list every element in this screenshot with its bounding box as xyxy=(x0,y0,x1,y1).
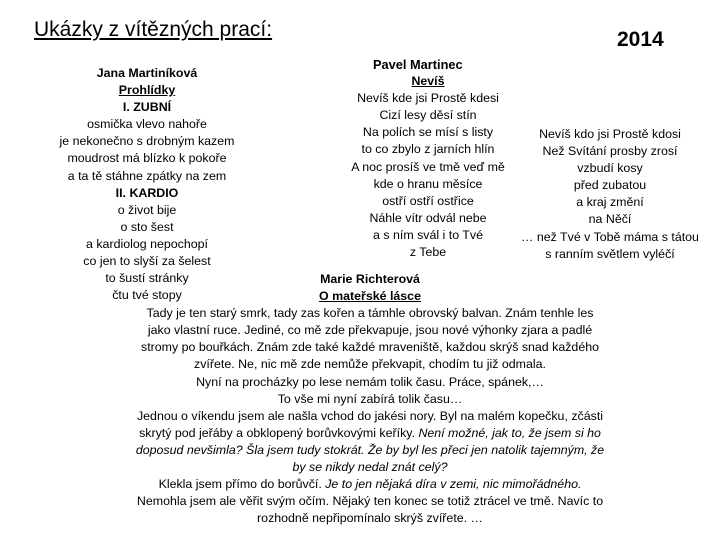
prose-line: by se nikdy nedal znát celý? xyxy=(292,460,448,475)
prose-line: doposud nevšimla? Šla jsem tudy stokrát. Že by byl les přeci jen natolik tajemným, že xyxy=(135,442,605,457)
poem-line: s ranním světlem vyléčí xyxy=(545,246,675,261)
poem-line: … než Tvé v Tobě máma s tátou xyxy=(521,229,699,244)
poem-title: Prohlídky xyxy=(118,83,176,98)
prose-line: zvířete. Ne, nic mě zde nemůže překvapit, chodím tu již odmala. xyxy=(194,357,546,372)
poem-line: kde o hranu měsíce xyxy=(373,176,483,191)
prose-line: Klekla jsem přímo do borůvčí. Je to jen nějaká díra v zemi, nic mimořádného. xyxy=(158,477,582,492)
poem-line: čtu tvé stopy xyxy=(112,288,182,303)
year-label: 2014 xyxy=(617,28,664,51)
poem-part-heading: I. ZUBNÍ xyxy=(122,100,172,115)
poem-line: osmička vlevo nahoře xyxy=(87,117,207,132)
poem-part-heading: II. KARDIO xyxy=(115,185,179,200)
poem-author: Jana Martiníková xyxy=(96,66,198,80)
poem-line: moudrost má blízko k pokoře xyxy=(67,151,227,166)
poem-author: Pavel Martinec xyxy=(373,57,463,72)
poem-line: o sto šest xyxy=(120,219,174,234)
prose-title: O mateřské lásce xyxy=(319,289,421,304)
prose-line: Tady je ten starý smrk, tady zas kořen a támhle obrovský balvan. Znám tenhle les xyxy=(146,306,594,321)
poem-line: je nekonečno s drobným kazem xyxy=(59,134,235,149)
poem-line: Na polích se mísí s listy xyxy=(362,125,494,140)
poem-line: a s ním svál i to Tvé xyxy=(373,227,483,242)
prose-line: jako vlastní ruce. Jediné, co mě zde překvapuje, jsou nové výhonky zjara a padlé xyxy=(147,323,593,338)
prose-section xyxy=(60,271,680,527)
prose-line: stromy po bouřkách. Znám zde také každé mraveniště, každou skrýš snad každého xyxy=(141,340,599,355)
poem-line: co jen to slyší za šelest xyxy=(83,254,211,269)
poem-title: Nevíš xyxy=(411,74,445,89)
left-poem xyxy=(18,65,276,304)
poem-line: a ta tě stáhne zpátky na zem xyxy=(67,168,227,183)
poem-line: a kraj změní xyxy=(576,195,644,210)
poem-line: o život bije xyxy=(117,202,177,217)
poem-line: to šustí stránky xyxy=(105,271,189,286)
poem-line: A noc prosíš ve tmě veď mě xyxy=(351,159,505,174)
poem-line: z Tebe xyxy=(409,245,447,260)
right-poem xyxy=(500,126,720,263)
poem-line: Cizí lesy děsí stín xyxy=(379,108,477,123)
prose-line: rozhodně nepřipomínalo skrýš zvířete. … xyxy=(257,511,483,526)
poem-line: a kardiolog nepochopí xyxy=(86,236,208,251)
poem-line: před zubatou xyxy=(573,178,647,193)
poem-line: to co zbylo z jarních hlín xyxy=(361,142,495,157)
poem-line: vzbudí kosy xyxy=(577,161,643,176)
prose-line: Nemohla jsem ale věřit svým očím. Nějaký ten konec se totiž ztrácel ve tmě. Navíc to xyxy=(136,494,604,509)
poem-line: ostří ostří ostřice xyxy=(382,193,474,208)
poem-line: Než Svítání prosby zrosí xyxy=(542,144,678,159)
poem-line: Nevíš kdo jsi Prostě kdosi xyxy=(539,127,681,141)
prose-line: Nyní na procházky po lese nemám tolik času. Práce, spánek,… xyxy=(196,374,544,389)
poem-line: na Něčí xyxy=(588,212,632,227)
prose-line: To vše mi nyní zabírá tolik času… xyxy=(277,391,463,406)
slide-title: Ukázky z vítězných prací: xyxy=(34,18,273,41)
prose-author: Marie Richterová xyxy=(320,272,420,286)
prose-line: Jednou o víkendu jsem ale našla vchod do jakési nory. Byl na malém kopečku, zčásti xyxy=(136,408,604,423)
poem-line: Náhle vítr odvál nebe xyxy=(369,210,487,225)
poem-line: Nevíš kde jsi Prostě kdesi xyxy=(357,91,499,106)
prose-line: skrytý pod jeřáby a obklopený borůvkovými keříky. Není možné, jak to, že jsem si ho xyxy=(139,425,601,440)
